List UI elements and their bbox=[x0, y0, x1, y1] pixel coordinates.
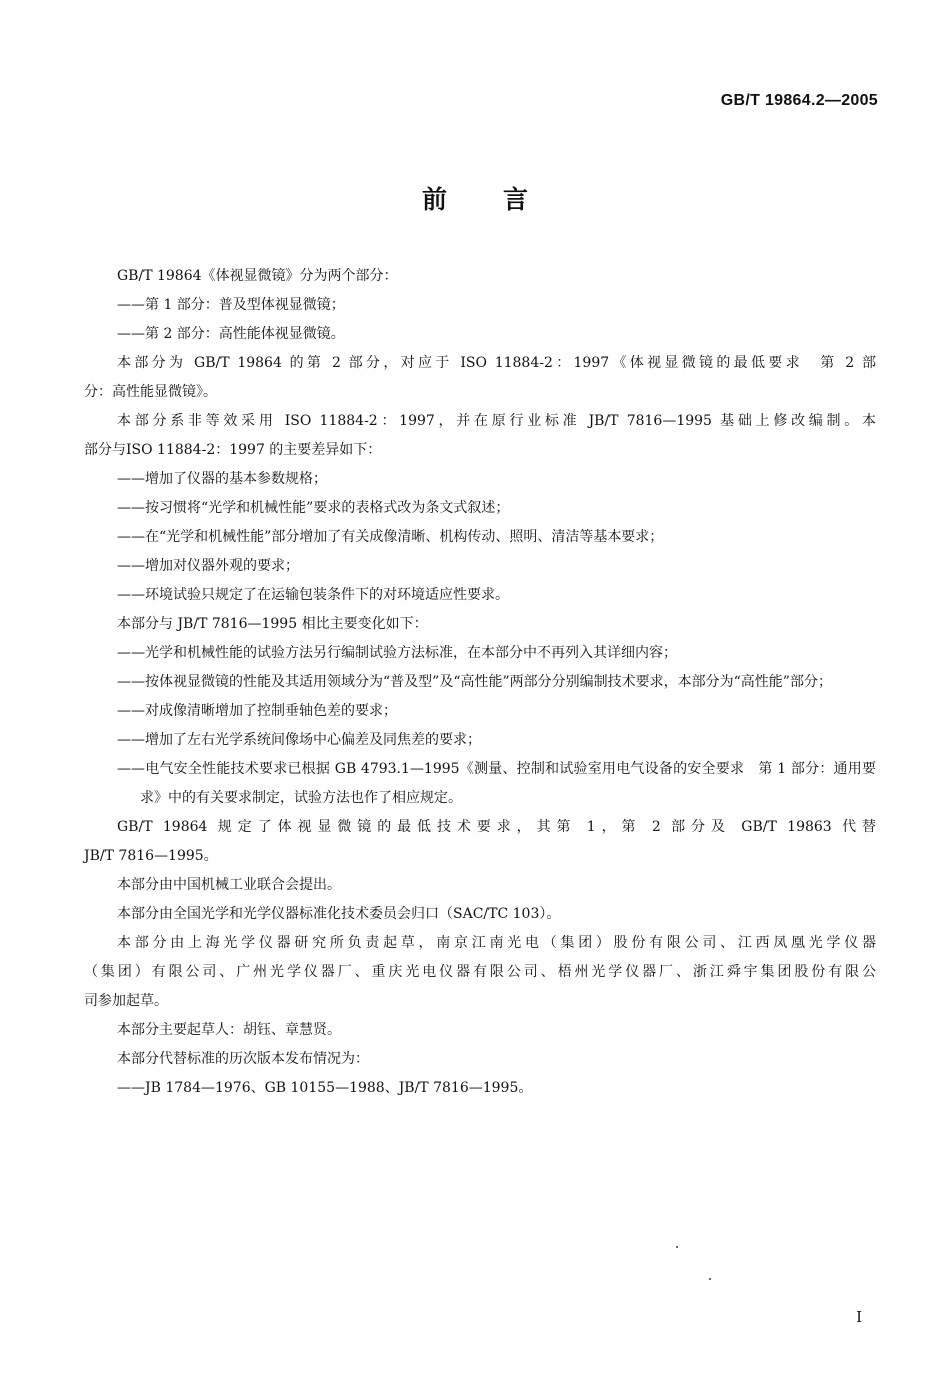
paragraph: 本部分为 GB/T 19864 的第 2 部分，对应于 ISO 11884-2：1997《体视显微镜的最低要求 第 2 部 bbox=[117, 355, 876, 371]
scan-speck bbox=[676, 1246, 678, 1248]
list-item: ——按习惯将“光学和机械性能”要求的表格式改为条文式叙述； bbox=[117, 500, 510, 516]
list-item: ——光学和机械性能的试验方法另行编制试验方法标准，在本部分中不再列入其详细内容； bbox=[117, 645, 677, 661]
page-number: I bbox=[856, 1308, 862, 1326]
list-item: ——按体视显微镜的性能及其适用领域分为“普及型”及“高性能”两部分分别编制技术要求，本部分为“高性能”部分； bbox=[117, 674, 832, 690]
list-item: ——电气安全性能技术要求已根据 GB 4793.1—1995《测量、控制和试验室用电气设备的安全要求 第 1 部分：通用要求》中的有关要求制定，试验方法也作了相应规定。 bbox=[117, 761, 876, 806]
foreword-body bbox=[84, 262, 876, 1103]
paragraph: GB/T 19864 规定了体视显微镜的最低技术要求，其第 1，第 2 部分及 GB/T 19863 代替 bbox=[117, 819, 876, 835]
paragraph: 本部分系非等效采用 ISO 11884-2：1997，并在原行业标准 JB/T 7816—1995 基础上修改编制。本 bbox=[117, 413, 876, 429]
paragraph-continuation: 分：高性能显微镜》。 bbox=[84, 384, 217, 400]
paragraph-continuation: 部分与ISO 11884-2：1997 的主要差异如下： bbox=[84, 442, 382, 458]
list-item: ——JB 1784—1976、GB 10155—1988、JB/T 7816—1995。 bbox=[117, 1080, 533, 1096]
paragraph-continuation: 司参加起草。 bbox=[84, 993, 168, 1009]
list-item: ——在“光学和机械性能”部分增加了有关成像清晰、机构传动、照明、清洁等基本要求； bbox=[117, 529, 664, 545]
paragraph-continuation: JB/T 7816—1995。 bbox=[84, 848, 218, 864]
list-item: ——对成像清晰增加了控制垂轴色差的要求； bbox=[117, 703, 397, 719]
paragraph: GB/T 19864《体视显微镜》分为两个部分： bbox=[117, 268, 398, 284]
list-item: ——第 1 部分：普及型体视显微镜； bbox=[117, 297, 345, 313]
paragraph: 本部分由全国光学和光学仪器标准化技术委员会归口（SAC/TC 103）。 bbox=[117, 906, 561, 922]
paragraph: 本部分主要起草人：胡钰、章慧贤。 bbox=[117, 1022, 341, 1038]
paragraph: 本部分由上海光学仪器研究所负责起草，南京江南光电（集团）股份有限公司、江西凤凰光学仪器 bbox=[117, 935, 876, 951]
paragraph: 本部分与 JB/T 7816—1995 相比主要变化如下： bbox=[117, 616, 428, 632]
list-item: ——增加了仪器的基本参数规格； bbox=[117, 471, 327, 487]
list-item: ——第 2 部分：高性能体视显微镜。 bbox=[117, 326, 345, 342]
list-item: ——增加对仪器外观的要求； bbox=[117, 558, 299, 574]
page-title: 前言 bbox=[421, 185, 584, 214]
list-item: ——增加了左右光学系统间像场中心偏差及同焦差的要求； bbox=[117, 732, 481, 748]
scan-speck bbox=[709, 1278, 711, 1280]
standard-code: GB/T 19864.2—2005 bbox=[720, 92, 878, 109]
paragraph-continuation: （集团）有限公司、广州光学仪器厂、重庆光电仪器有限公司、梧州光学仪器厂、浙江舜宇集团股份有限公 bbox=[84, 964, 876, 980]
paragraph: 本部分代替标准的历次版本发布情况为： bbox=[117, 1051, 369, 1067]
paragraph: 本部分由中国机械工业联合会提出。 bbox=[117, 877, 341, 893]
list-item: ——环境试验只规定了在运输包装条件下的对环境适应性要求。 bbox=[117, 587, 509, 603]
